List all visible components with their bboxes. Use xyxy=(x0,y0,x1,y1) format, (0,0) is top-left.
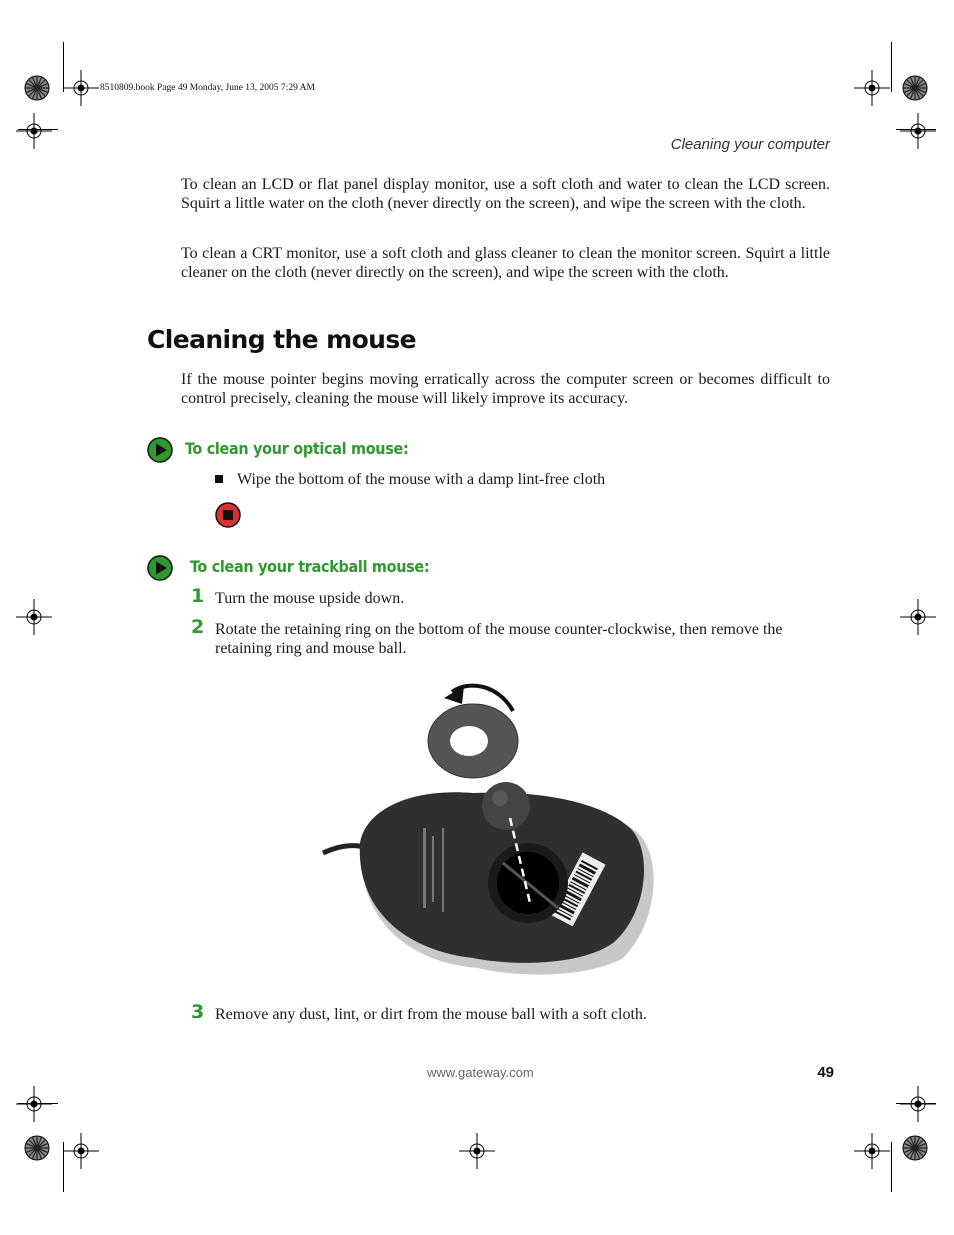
printer-info: 8510809.book Page 49 Monday, June 13, 2005 7:29 AM xyxy=(100,83,315,93)
optical-bullet: Wipe the bottom of the mouse with a damp lint-free cloth xyxy=(237,471,606,488)
footer-url[interactable]: www.gateway.com xyxy=(427,1065,534,1080)
crt-paragraph: To clean a CRT monitor, use a soft cloth and glass cleaner to clean the monitor screen. Squirt a little cleaner on the cloth (never directly on the screen), and wipe the screen with the cloth. xyxy=(181,245,830,281)
step-text: Rotate the retaining ring on the bottom of the mouse counter-clockwise, then remove the retaining ring and mouse ball. xyxy=(215,621,783,657)
page-number: 49 xyxy=(817,1064,834,1081)
step-number: 2 xyxy=(191,616,205,638)
step-text: Turn the mouse upside down. xyxy=(215,590,405,607)
step-number: 3 xyxy=(191,1001,205,1023)
play-icon xyxy=(147,555,173,581)
stop-icon xyxy=(215,502,241,528)
running-header: Cleaning your computer xyxy=(670,136,830,153)
bullet-square xyxy=(215,475,223,483)
section-title: Cleaning the mouse xyxy=(147,325,416,354)
step-text: Remove any dust, lint, or dirt from the mouse ball with a soft cloth. xyxy=(215,1006,647,1023)
section-intro: If the mouse pointer begins moving erratically across the computer screen or becomes difficult to control precisely, cleaning the mouse will likely improve its accuracy. xyxy=(181,371,830,407)
lcd-paragraph: To clean an LCD or flat panel display monitor, use a soft cloth and water to clean the LCD screen. Squirt a little water on the cloth (never directly on the screen), and wipe the screen with the cloth. xyxy=(181,176,830,212)
play-icon xyxy=(147,437,173,463)
mouse-illustration xyxy=(318,678,663,988)
trackball-heading: To clean your trackball mouse: xyxy=(190,557,430,576)
optical-heading: To clean your optical mouse: xyxy=(185,439,409,458)
step-number: 1 xyxy=(191,585,205,607)
